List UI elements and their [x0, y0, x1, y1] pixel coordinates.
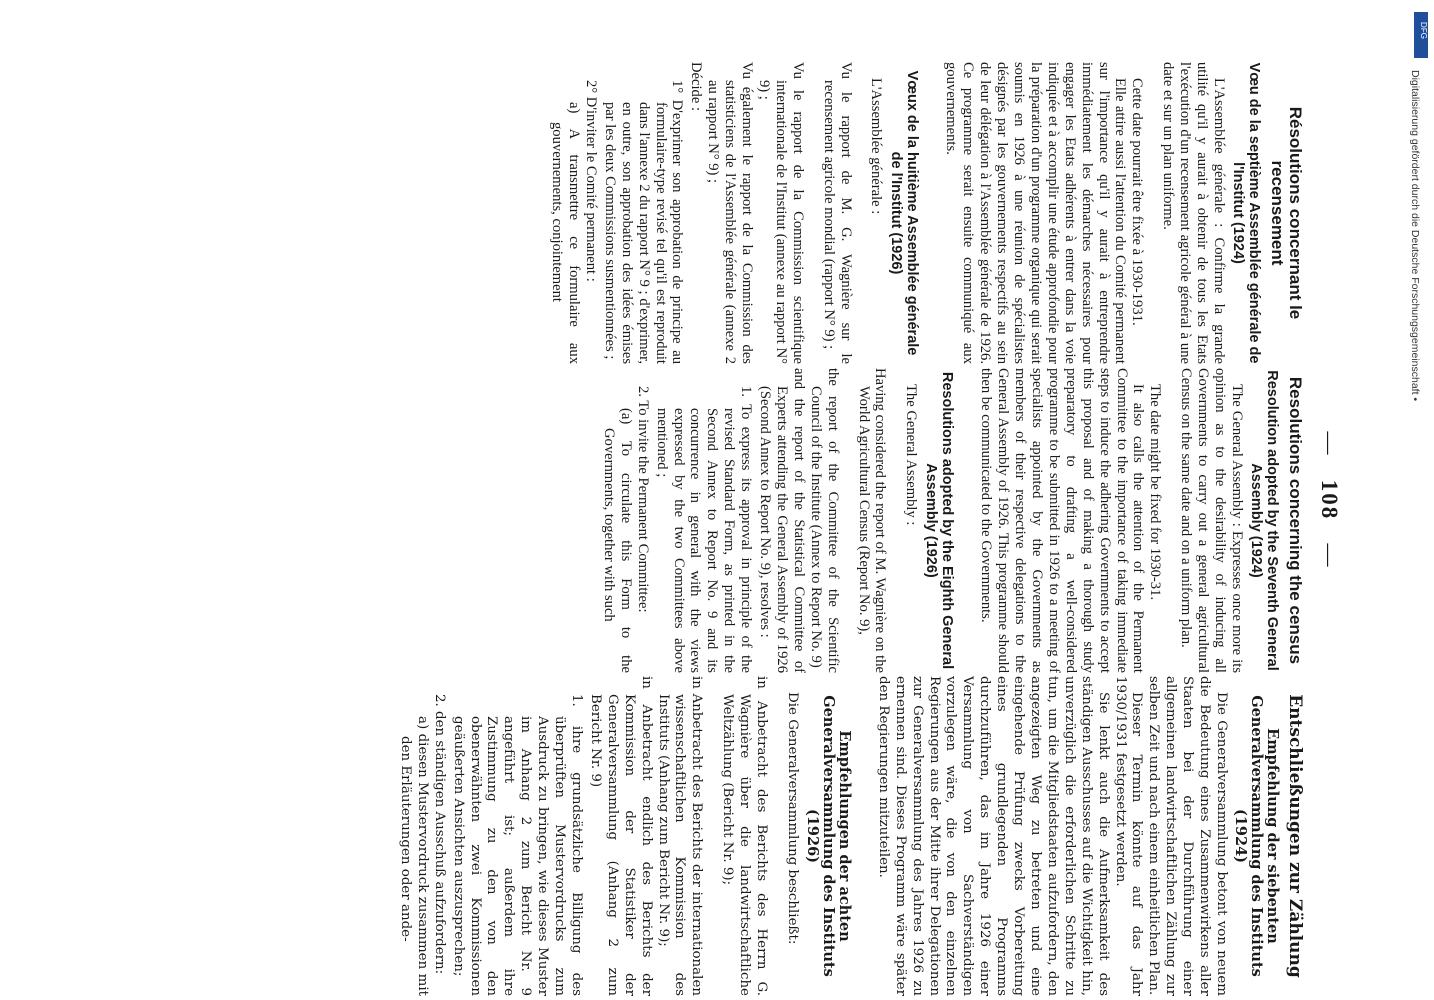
french-vote1-paragraph-2: Cette date pourrait être fixée à 1930-1931.: [1129, 78, 1146, 326]
column-french: [548, 62, 1304, 364]
english-res1-paragraph-3: It also calls the attention of the Permanent Committee to the importance of taking immediate steps to induce the adhering Governments to accept this proposal and of making a thorough study preparatory to drafting a well-considered programme to be submitted in 1926 to a meeting of specialists appointed by the Governments as members of their respective delegations to the General Assembly of 1926. This programme should then be communicated to the Governments.: [978, 368, 1147, 673]
french-vote1-paragraph-3: Elle attire aussi l'attention du Comité permanent sur l'importance qu'il y aurait à entreprendre immédiatement les démarches nécessaires pour engager les Etats adhérents à entrer dans la voie indiquée et à accomplir une étude approfondie pour la préparation d'un programme organique qui serait soumis en 1926 à une réunion de spécialistes désignés par les gouvernements respectifs au sein de leur délégation à l'Assemblée générale de 1926. Ce programme serait ensuite communiqué aux gouvernements.: [943, 62, 1129, 364]
digitization-acknowledgement: [1410, 10, 1432, 990]
english-res2-intro: The General Assembly :: [903, 384, 920, 526]
german-emp2-considering-3: in Anbetracht endlich des Berichts der Kommission der Statistiker der Generalversammlung (Anhang 2 zum Bericht Nr. 9): [587, 676, 654, 996]
english-res2-heading: Resolutions adopted by the Eighth General Assembly (1926): [923, 371, 956, 670]
german-emp2-item-2a: a) diesen Mustervordruck zusammen mit den Erläuterungen oder ande-: [397, 716, 430, 996]
german-emp2-item-1: 1. ihre grundsätzliche Billigung des überprüften Mustervordrucks zum Ausdruck zu bringen, wie dieses Muster im Anhang 2 zum Bericht Nr. 9 angeführt ist; außerdem ihre Zustimmung zu den von den obenerwähnten zwei Kommissionen geäußerten Ansichten auszusprechen;: [450, 694, 584, 996]
english-res1-paragraph-2: The date might be fixed for 1930-31.: [1147, 384, 1164, 601]
dfg-logo: DFG: [1414, 12, 1428, 58]
german-emp1-paragraph-2: Dieser Termin könnte auf das Jahr 1930/1931 festgesetzt werden.: [1112, 676, 1145, 996]
english-res2-considering-3: and the report of the Statistical Committee of Experts attending the General Assembly of 1926 (Second Annex to Report No. 9), resolves :: [757, 368, 807, 673]
english-res2-considering-1: Having considered the report of M. Wagnière on the World Agricultural Census (Report No. 9),: [855, 368, 889, 673]
french-vote2-item-2: 2° D'inviter le Comité permanent :: [582, 80, 599, 282]
english-res2-item-2a: (a) To circulate this Form to the Governments, together with such: [600, 408, 634, 673]
german-emp1-heading: Empfehlung der siebenten Generalversammlung des Instituts (1924): [1232, 695, 1281, 977]
french-vote2-considering-2: Vu le rapport de la Commission scientifique internationale de l'Institut (annexe au rapport N° 9) ;: [755, 62, 806, 364]
page-number-value: 108: [1317, 479, 1342, 521]
french-vote1-heading: Vœu de la septième Assemblée générale de l'Institut (1924): [1230, 62, 1262, 364]
column-english: [600, 368, 1304, 673]
german-emp2-intro: Die Generalversammlung beschließt:: [784, 692, 800, 945]
french-vote2-item-1: 1° D'exprimer son approbation de principe au formulaire-type revisé tel qu'il est reproduit dans l'annexe 2 du rapport N° 9 ; d'exprimer, en outre, son approbation des idées émises par les deux Commissions susmentionnées ;: [601, 80, 686, 364]
english-res1-paragraph-1: The General Assembly : Expresses once more its opinion as to the desirability of inducing all Governments to carry out a general agricultural Census on the same date and on a uniform plan.: [1178, 368, 1245, 673]
german-emp2-heading: Empfehlungen der achten Generalversammlung des Instituts (1926): [803, 695, 853, 977]
german-title: Entschließungen zur Zählung: [1285, 694, 1305, 978]
english-res2-item-1: 1. To express its approval in principle of the revised Standard Form, as printed in the Second Annex to Report No. 9 and its concurrence in general with the views expressed by the two Committees above mentioned ;: [653, 386, 755, 673]
french-vote2-decide: Décide :: [688, 62, 705, 112]
french-title: Résolutions concernant le recensement: [1268, 106, 1305, 320]
french-vote2-considering-3: Vu également le rapport de la Commission des statisticiens de l'Assemblée générale (annexe 2 au rapport N° 9) ;: [705, 62, 756, 364]
french-vote2-considering-1: Vu le rapport de M. G. Wagnière sur le recensement agricole mondial (rapport N° 9) ;: [820, 62, 854, 364]
column-german: [396, 676, 1304, 996]
german-emp2-item-2: 2. den ständigen Ausschuß aufzufordern:: [431, 694, 447, 975]
acknowledgement-text: Digitalisierung gefördert durch die Deutsche Forschungsgemeinschaft •: [1409, 70, 1421, 402]
german-emp2-considering-1: in Anbetracht des Berichts des Herrn G. Wagnière über die landwirtschaftliche Weltzählung (Bericht Nr. 9);: [720, 676, 770, 996]
german-emp1-paragraph-1: Die Generalversammlung betont von neuem die Bedeutung eines Zusammenwirkens aller Staaten bei der Durchführung einer allgemeinen landwirtschaftlichen Zählung zur selben Zeit und nach einem einheitlichen Plan.: [1146, 676, 1229, 996]
french-vote2-item-2a: a) A transmettre ce formulaire aux gouvernements, conjointement: [549, 102, 582, 364]
page-number: — 108 —: [1317, 431, 1342, 569]
english-res1-heading: Resolution adopted by the Seventh General Assembly (1924): [1248, 370, 1280, 671]
english-res2-item-2: 2. To invite the Permanent Committee:: [634, 386, 651, 613]
german-emp1-paragraph-3: Sie lenkt auch die Aufmerksamkeit des ständigen Ausschusses auf die Wichtigkeit hin, unverzüglich die erforderlichen Schritte zu tun, um die Mitgliedstaaten aufzufordern, den angezeigten Weg zu betreten und eine eingehende Prüfung zwecks Vorbereitung eines grundlegenden Programms durchzuführen, das im Jahre 1926 einer Versammlung von Sachverständigen vorzulegen wäre, die von den einzelnen Regierungen aus der Mitte ihrer Delegationen zur Generalversammlung des Jahres 1926 zu ernennen sind. Dieses Programm wäre später den Regierungen mitzuteilen.: [875, 676, 1111, 996]
french-vote2-intro: L'Assemblée générale :: [868, 78, 885, 215]
french-vote2-heading: Vœux de la huitième Assemblée générale de l'Institut (1926): [888, 70, 921, 356]
english-title: Resolutions concerning the census: [1286, 376, 1305, 665]
english-res2-considering-2: the report of the Committee of the Scientific Council of the Institute (Annex to Report No. 9): [807, 368, 841, 673]
german-emp2-considering-2: in Anbetracht des Berichts der internationalen wissenschaftlichen Kommission des Instituts (Anhang zum Bericht Nr. 9);: [655, 676, 705, 996]
french-vote1-paragraph-1: L'Assemblée générale : Confirme la grande utilité qu'il y aurait à obtenir de tous les Etats l'exécution d'un recensement agricole général à une date et sur un plan uniforme.: [1160, 62, 1227, 364]
